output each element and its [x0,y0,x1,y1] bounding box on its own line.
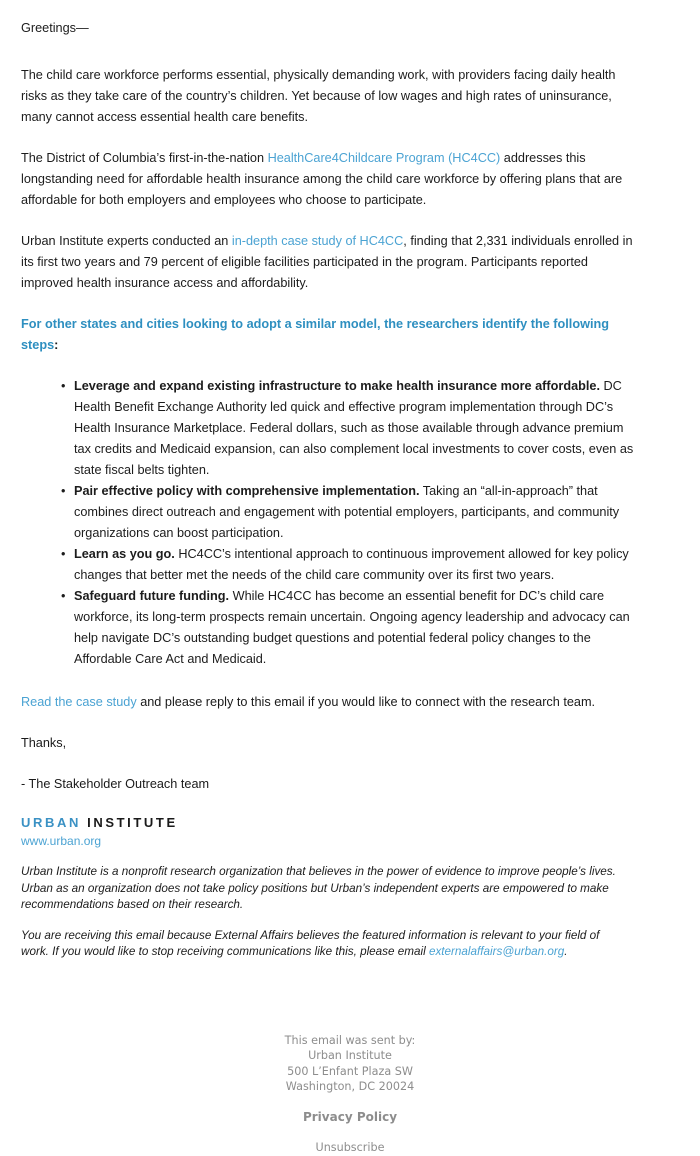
paragraph-findings-text-before: Urban Institute experts conducted an [21,234,232,248]
paragraph-intro [21,65,636,128]
greeting-line: Greetings— [21,21,89,35]
step-lead: Learn as you go. [74,547,175,561]
paragraph-hc4cc-text-after: addresses this longstanding need for affordable health insurance among the child care workforce by offering plans that are affordable for both employers and employees who choose to participate. [21,151,623,207]
step-lead: Leverage and expand existing infrastructure to make health insurance more affordable. [74,379,600,393]
footer-address-line-2: Washington, DC 20024 [285,1080,415,1093]
urban-website-link[interactable]: www.urban.org [21,834,102,848]
privacy-policy-link[interactable]: Privacy Policy [302,1109,398,1124]
paragraph-findings [21,231,636,294]
steps-heading [21,314,636,356]
call-to-action-rest: and please reply to this email if you would like to connect with the research team. [136,695,596,709]
list-item [61,544,636,586]
paragraph-findings-text-after: , finding that 2,331 individuals enrolled in its first two years and 79 percent of eligible facilities participated in the program. Participants reported improved health insurance access and affordability. [21,234,633,290]
steps-heading-blue: For other states and cities looking to adopt a similar model, the researchers identify the following steps [21,317,609,352]
privacy-policy-row [0,1095,700,1126]
footer-address-line-1: 500 L’Enfant Plaza SW [287,1064,413,1078]
disclaimer-mission: Urban Institute is a nonprofit research organization that believes in the power of evidence to improve people’s lives. Urban as an organization does not take policy positions but Urban’s independent experts are empowered to make recommendations based on their research. [21,865,616,911]
steps-list [21,376,636,670]
paragraph-hc4cc [21,148,636,211]
logo-word-institute: INSTITUTE [87,815,178,830]
list-item [61,481,636,544]
paragraph-intro-text: The child care workforce performs essential, physically demanding work, with providers facing daily health risks as they take care of the country’s children. Yet because of low wages and high rates of uninsurance, many cannot access essential health care benefits. [21,68,616,124]
thanks-line: Thanks, [21,736,67,750]
footer-sent-by-label: This email was sent by: [284,1033,416,1047]
urban-institute-logo [21,815,636,830]
read-case-study-link[interactable]: Read the case study [21,695,137,709]
step-lead: Safeguard future funding. [74,589,230,603]
step-lead: Pair effective policy with comprehensive implementation. [74,484,420,498]
disclaimer-subscription-pre: You are receiving this email because External Affairs believes the featured information is relevant to your field of work. If you would like to stop receiving communications like this, please email [21,928,600,958]
list-item [61,586,636,670]
step-body: Taking an “all-in-approach” that combines direct outreach and engagement with potential employers, participants, and community organizations can boost participation. [74,484,620,540]
disclaimer-subscription [21,928,621,961]
unsubscribe-link[interactable]: Unsubscribe [315,1141,385,1154]
hc4cc-program-link[interactable]: HealthCare4Childcare Program (HC4CC) [267,151,501,165]
email-footer [0,1033,700,1156]
logo-word-urban: URBAN [21,815,81,830]
unsubscribe-row [0,1125,700,1156]
external-affairs-email-link[interactable]: externalaffairs@urban.org [428,945,565,958]
paragraph-hc4cc-text-before: The District of Columbia’s first-in-the-nation [21,151,268,165]
steps-heading-colon: : [54,338,59,352]
step-body: DC Health Benefit Exchange Authority led quick and effective program implementation through DC’s Health Insurance Marketplace. Federal dollars, such as those available through advance premium tax credits and Medicaid expansion, can also complement local investments to cover costs, even as state fiscal belts tighten. [74,379,634,477]
disclaimer-subscription-post: . [564,945,568,958]
signoff-line: - The Stakeholder Outreach team [21,777,210,791]
footer-organization-name: Urban Institute [308,1049,392,1062]
email-content-column [21,18,636,961]
step-body: HC4CC’s intentional approach to continuous improvement allowed for key policy changes that better met the needs of the child care community over its first two years. [74,547,629,582]
case-study-inline-link[interactable]: in-depth case study of HC4CC [231,234,404,248]
step-body: While HC4CC has become an essential benefit for DC’s child care workforce, its long-term prospects remain uncertain. Ongoing agency leadership and advocacy can help navigate DC’s outstanding budget questions and potential federal policy changes to the Affordable Care Act and Medicaid. [74,589,630,666]
call-to-action-line [21,692,636,713]
sender-address-block [0,1033,700,1095]
list-item [61,376,636,481]
